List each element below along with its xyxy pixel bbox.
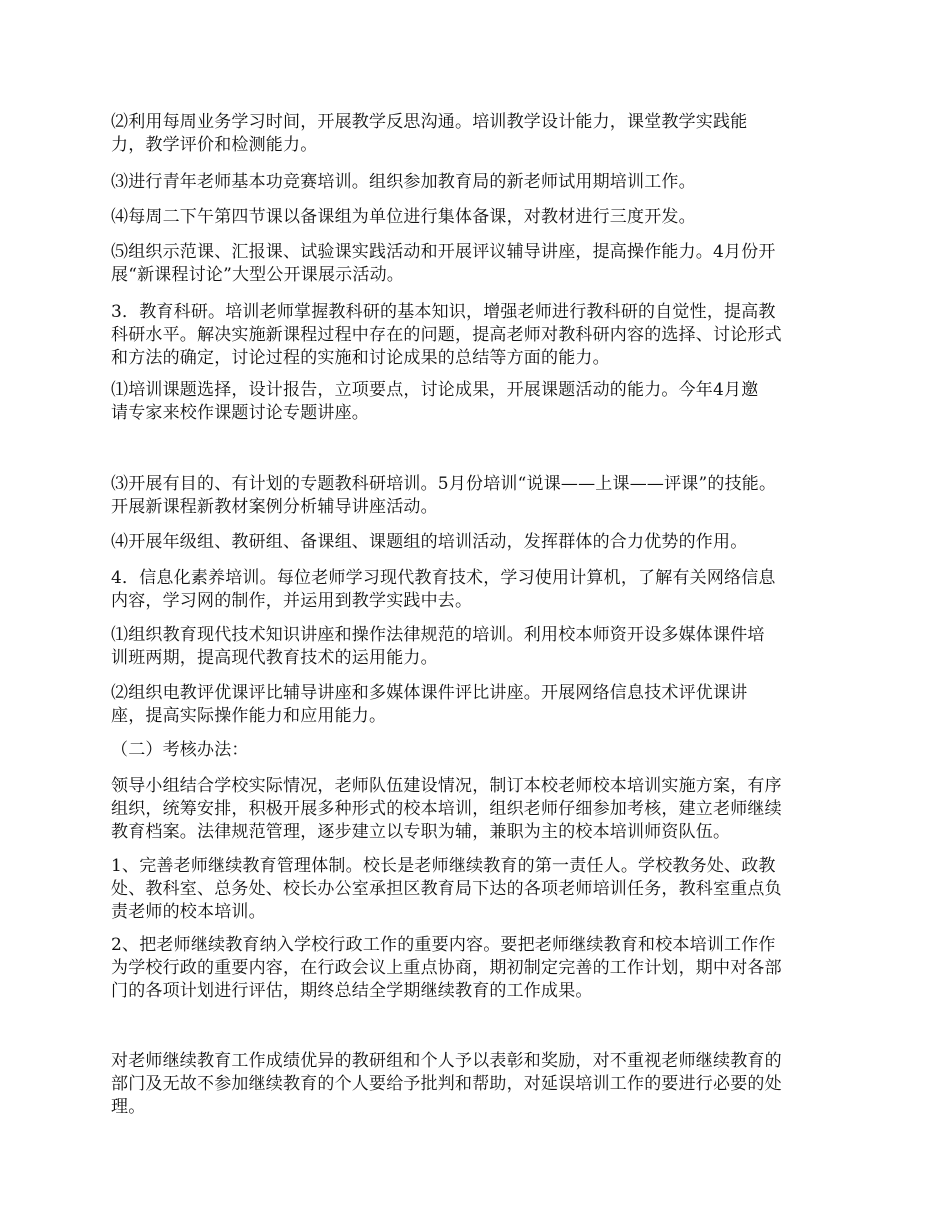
paragraph-rewards: 对老师继续教育工作成绩优异的教研组和个人予以表彰和奖励，对不重视老师继续教育的 部门及无故不参加继续教育的个人要给予批判和帮助，对延误培训工作的要进行必要的处 理。: [111, 1051, 782, 1117]
paragraph-4-lesson-prep: ⑷每周二下午第四节课以备课组为单位进行集体备课，对教材进行三度开发。: [111, 207, 696, 227]
section-heading-assessment: （二）考核办法：: [111, 740, 249, 760]
paragraph-5-demo-classes: ⑸组织示范课、汇报课、试验课实践活动和开展评议辅导讲座，提高操作能力。4月份开 展“新课程讨论”大型公开课展示活动。: [111, 242, 776, 285]
paragraph-3-targeted-training: ⑶开展有目的、有计划的专题教科研培训。5月份培训“说课——上课——评课”的技能。 开展新课程新教材案例分析辅导讲座活动。: [111, 474, 777, 517]
paragraph-leadership-group: 领导小组结合学校实际情况，老师队伍建设情况，制订本校老师校本培训实施方案，有序 组织，统筹安排，积极开展多种形式的校本培训，组织老师仔细参加考核，建立老师继续 教育档案。法律规范管理，逐步建立以专职为辅，兼职为主的校本培训师资队伍。: [111, 776, 782, 842]
paragraph-item-2-administration: 2、把老师继续教育纳入学校行政工作的重要内容。要把老师继续教育和校本培训工作作 为学校行政的重要内容，在行政会议上重点协商，期初制定完善的工作计划，期中对各部 门的各项计划进行评估，期终总结全学期继续教育的工作成果。: [111, 935, 782, 1001]
paragraph-item-1-system: 1、完善老师继续教育管理体制。校长是老师继续教育的第一责任人。学校教务处、政教 处、教科室、总务处、校长办公室承担区教育局下达的各项老师培训任务，教科室重点负 责老师的校本培训。: [111, 856, 782, 922]
paragraph-4-group-activities: ⑷开展年级组、教研组、备课组、课题组的培训活动，发挥群体的合力优势的作用。: [111, 532, 748, 552]
paragraph-1-tech-lectures: ⑴组织教育现代技术知识讲座和操作法律规范的培训。利用校本师资开设多媒体课件培 训班两期，提高现代教育技术的运用能力。: [111, 625, 765, 668]
paragraph-3-competition: ⑶进行青年老师基本功竞赛培训。组织参加教育局的新老师试用期培训工作。: [111, 172, 696, 192]
paragraph-2-evaluation-lectures: ⑵组织电教评优课评比辅导讲座和多媒体课件评比讲座。开展网络信息技术评优课讲 座，提高实际操作能力和应用能力。: [111, 683, 748, 726]
paragraph-2-reflection: ⑵利用每周业务学习时间，开展教学反思沟通。培训教学设计能力，课堂教学实践能 力，教学评价和检测能力。: [111, 112, 748, 155]
paragraph-section-3-research: 3．教育科研。培训老师掌握教科研的基本知识，增强老师进行教科研的自觉性，提高教 科研水平。解决实施新课程过程中存在的问题，提高老师对教科研内容的选择、讨论形式 和方法的确定，讨论过程的实施和讨论成果的总结等方面的能力。: [111, 302, 782, 368]
paragraph-1-topic-selection: ⑴培训课题选择，设计报告，立项要点，讨论成果，开展课题活动的能力。今年4月邀 请专家来校作课题讨论专题讲座。: [111, 380, 759, 423]
paragraph-section-4-information: 4．信息化素养培训。每位老师学习现代教育技术，学习使用计算机，了解有关网络信息 内容，学习网的制作，并运用到教学实践中去。: [111, 568, 776, 611]
